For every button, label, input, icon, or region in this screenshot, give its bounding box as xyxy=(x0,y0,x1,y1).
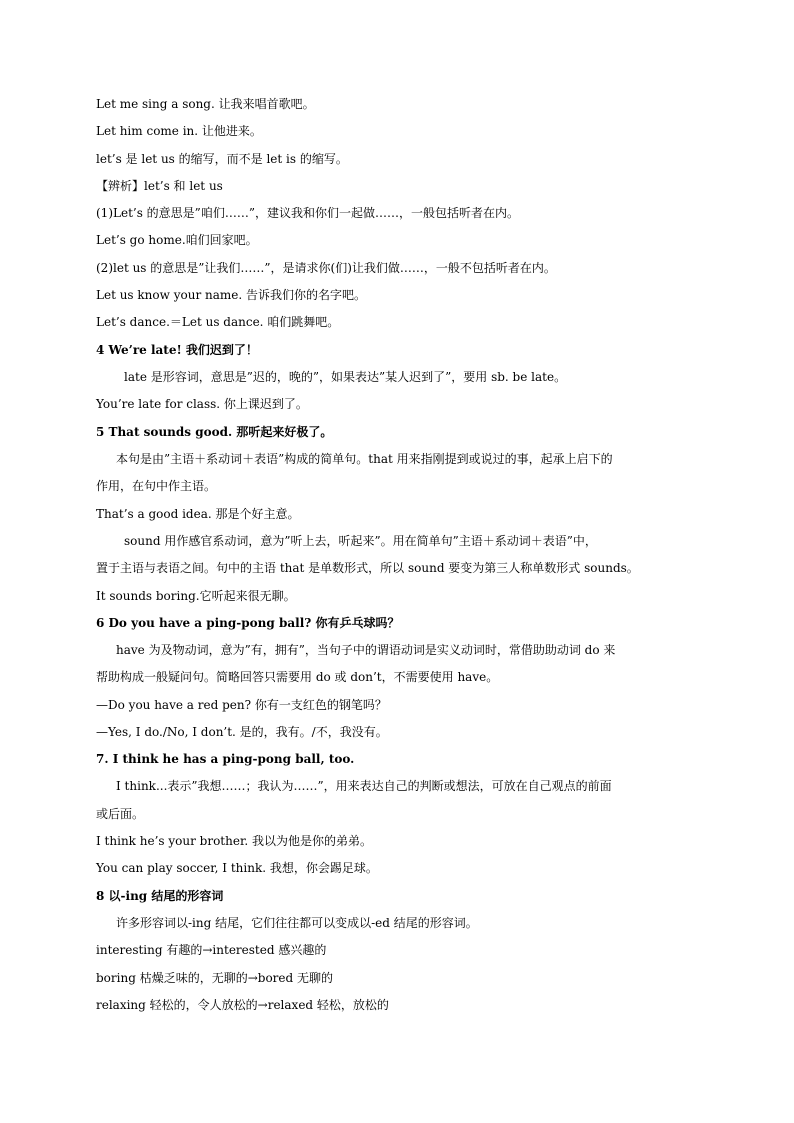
example-sentence: —Do you have a red pen? 你有一支红色的钢笔吗？ xyxy=(96,698,387,712)
explanation-text: 许多形容词以-ing 结尾，它们往往都可以变成以-ed 结尾的形容词。 xyxy=(116,916,478,930)
vocabulary-item: interesting 有趣的→interested 感兴趣的 xyxy=(96,943,327,957)
example-sentence: I think he’s your brother. 我以为他是你的弟弟。 xyxy=(96,834,373,848)
explanation-text: late 是形容词，意思是”迟的，晚的”，如果表达”某人迟到了”，要用 sb. be late。 xyxy=(124,370,567,384)
section-heading: 6 Do you have a ping-pong ball? 你有乒乓球吗？ xyxy=(96,616,400,630)
example-sentence: Let him come in. 让他进来。 xyxy=(96,124,262,138)
analysis-point: (2)let us 的意思是”让我们……”，是请求你(们)让我们做……，一般不包括听者在内。 xyxy=(96,261,556,275)
explanation-text: have 为及物动词，意为”有，拥有”，当句子中的谓语动词是实义动词时，常借助助动词 do 来 xyxy=(116,643,616,657)
explanation-text: 或后面。 xyxy=(96,807,145,821)
example-sentence: That’s a good idea. 那是个好主意。 xyxy=(96,507,300,521)
section-heading: 5 That sounds good. 那听起来好极了。 xyxy=(96,425,333,439)
example-sentence: You can play soccer, I think. 我想，你会踢足球。 xyxy=(96,861,378,875)
explanation-text: 本句是由”主语＋系动词＋表语”构成的简单句。that 用来指刚提到或说过的事，起承上启下的 xyxy=(116,452,613,466)
example-sentence: Let me sing a song. 让我来唱首歌吧。 xyxy=(96,97,315,111)
explanation-text: sound 用作感官系动词，意为”听上去，听起来”。用在简单句”主语＋系动词＋表语”中， xyxy=(124,534,597,548)
example-sentence: You’re late for class. 你上课迟到了。 xyxy=(96,397,308,411)
example-sentence: Let us know your name. 告诉我们你的名字吧。 xyxy=(96,288,366,302)
explanation-text: I think...表示”我想……；我认为……”，用来表达自己的判断或想法，可放在自己观点的前面 xyxy=(116,779,612,793)
example-sentence: Let’s dance.＝Let us dance. 咱们跳舞吧。 xyxy=(96,315,340,329)
example-sentence: Let’s go home.咱们回家吧。 xyxy=(96,233,258,247)
section-heading: 4 We’re late! 我们迟到了！ xyxy=(96,343,258,357)
analysis-heading: 【辨析】let’s 和 let us xyxy=(96,179,223,193)
section-heading: 7. I think he has a ping-pong ball, too. xyxy=(96,752,355,766)
analysis-point: (1)Let’s 的意思是”咱们……”，建议我和你们一起做……，一般包括听者在内。 xyxy=(96,206,519,220)
example-sentence: —Yes, I do./No, I don’t. 是的，我有。/不，我没有。 xyxy=(96,725,388,739)
note-text: let’s 是 let us 的缩写，而不是 let is 的缩写。 xyxy=(96,152,348,166)
example-sentence: It sounds boring.它听起来很无聊。 xyxy=(96,589,296,603)
explanation-text: 帮助构成一般疑问句。简略回答只需要用 do 或 don’t，不需要使用 have。 xyxy=(96,670,499,684)
vocabulary-item: boring 枯燥乏味的，无聊的→bored 无聊的 xyxy=(96,971,334,985)
vocabulary-item: relaxing 轻松的，令人放松的→relaxed 轻松，放松的 xyxy=(96,998,389,1012)
explanation-text: 作用，在句中作主语。 xyxy=(96,479,217,493)
section-heading: 8 以-ing 结尾的形容词 xyxy=(96,889,224,903)
explanation-text: 置于主语与表语之间。句中的主语 that 是单数形式，所以 sound 要变为第三人称单数形式 sounds。 xyxy=(96,561,639,575)
